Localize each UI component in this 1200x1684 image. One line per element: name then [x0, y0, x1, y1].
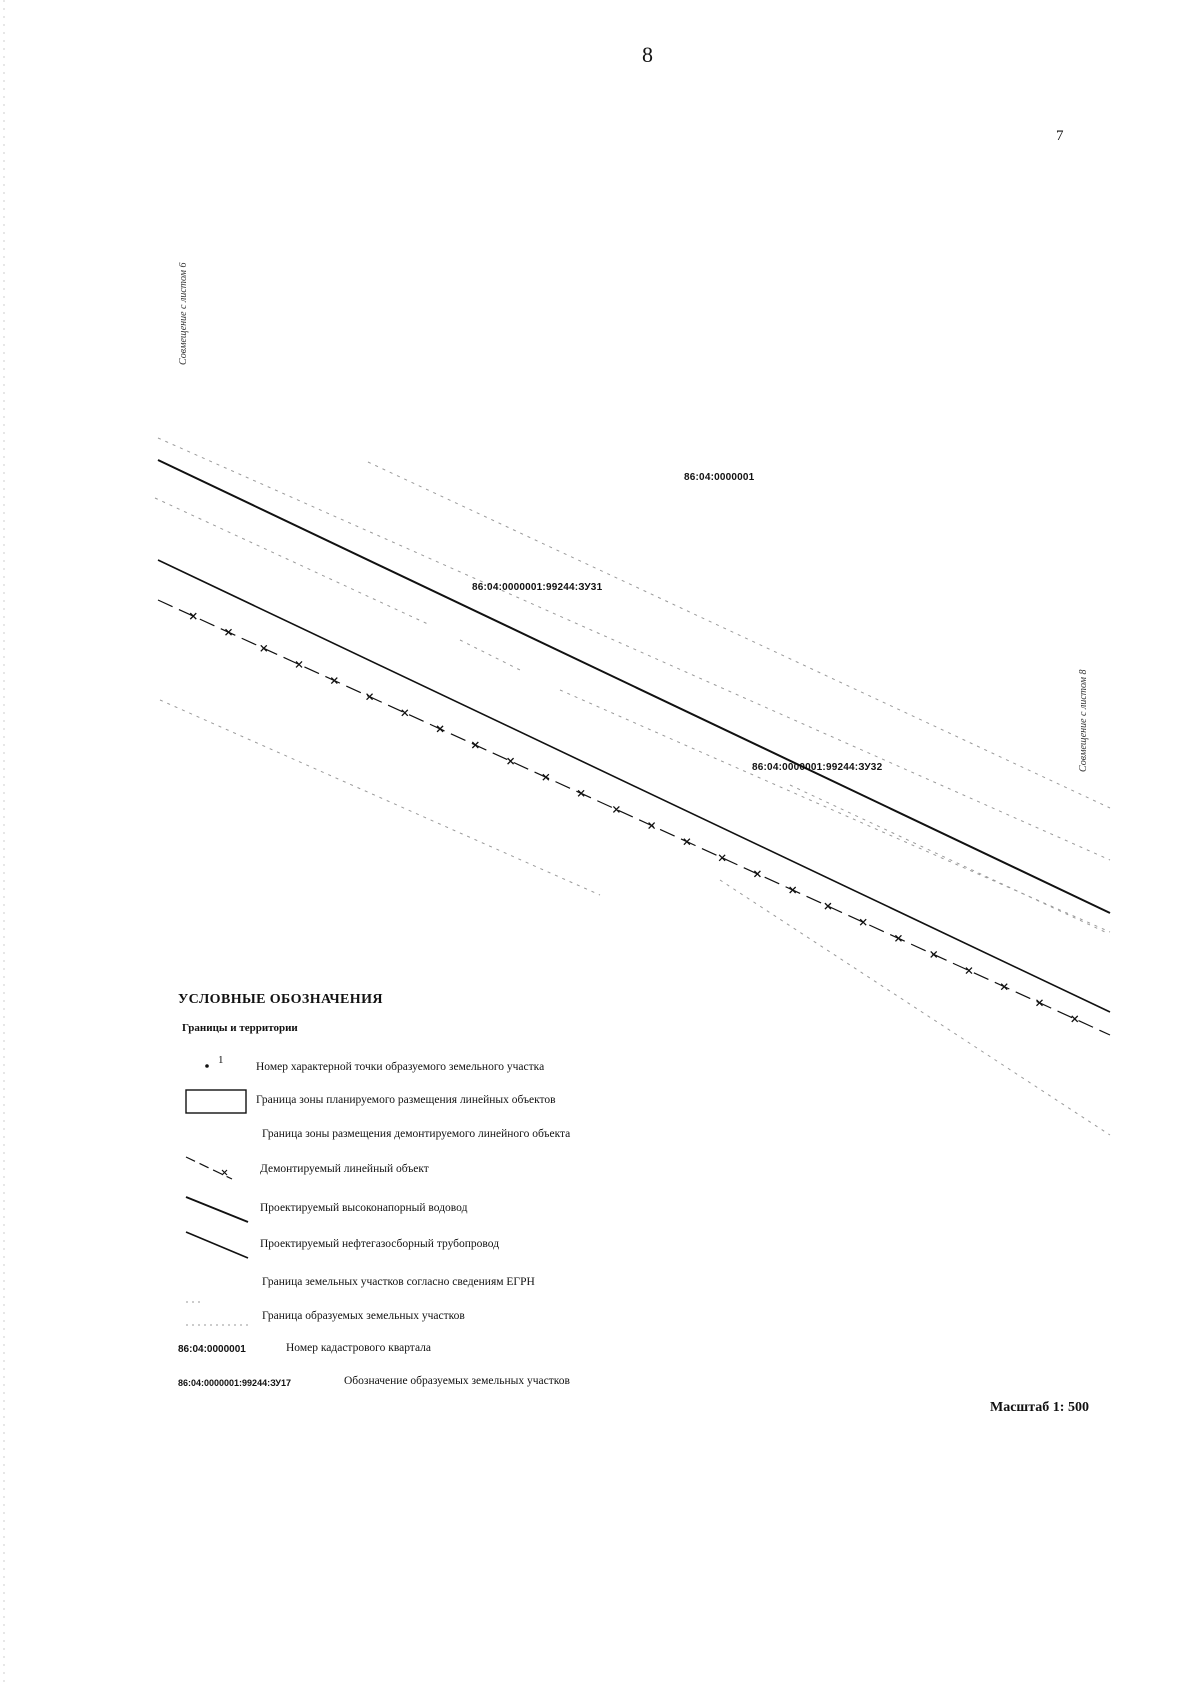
cross-mark [966, 968, 972, 974]
legend-water-line-symbol [186, 1197, 248, 1222]
cross-mark [895, 935, 901, 941]
legend-x-line-symbol [186, 1157, 232, 1179]
cross-mark [437, 726, 443, 732]
cross-mark [543, 774, 549, 780]
demolished-object-line [158, 600, 1110, 1035]
cross-mark [931, 951, 937, 957]
legend-item-oil: Проектируемый нефтегазосборный трубопровод [260, 1238, 500, 1250]
cross-mark [684, 839, 690, 845]
cross-mark [472, 742, 478, 748]
legend-x-mark [222, 1170, 227, 1175]
legend-code-parcel: 86:04:0000001:99244:ЗУ17 [178, 1378, 291, 1388]
legend-point-number: 1 [218, 1054, 224, 1066]
cross-mark [296, 661, 302, 667]
cross-mark [1001, 984, 1007, 990]
legend-item-quarter: Номер кадастрового квартала [286, 1342, 432, 1354]
cross-mark [367, 694, 373, 700]
legend-symbols [186, 1064, 250, 1325]
legend-rect-symbol [186, 1090, 246, 1113]
oil-gas-pipeline-line [158, 560, 1110, 1012]
cross-mark [649, 823, 655, 829]
egrn-boundaries [155, 438, 1110, 1135]
legend-item-egrn: Граница земельных участков согласно сведениям ЕГРН [262, 1276, 535, 1288]
parcel-label-zu32: 86:04:0000001:99244:ЗУ32 [752, 762, 883, 773]
legend-item-point: Номер характерной точки образуемого земельного участка [256, 1061, 545, 1073]
sheet-number: 7 [1056, 128, 1064, 144]
legend-item-formed: Граница образуемых земельных участков [262, 1310, 465, 1322]
legend-oil-line-symbol [186, 1232, 248, 1258]
legend-item-parcel: Обозначение образуемых земельных участков [344, 1375, 570, 1387]
cross-mark [1036, 1000, 1042, 1006]
match-label-right: Совмещение с листом 8 [1078, 669, 1089, 772]
cross-mark [719, 855, 725, 861]
legend-item-demolish-zone: Граница зоны размещения демонтируемого линейного объекта [262, 1128, 571, 1140]
cadastral-quarter-label: 86:04:0000001 [684, 472, 755, 483]
demolished-object-crosses [190, 613, 1077, 1022]
legend-title: УСЛОВНЫЕ ОБОЗНАЧЕНИЯ [178, 992, 383, 1007]
cross-mark [578, 790, 584, 796]
legend-item-demolished: Демонтируемый линейный объект [260, 1163, 429, 1175]
cross-mark [508, 758, 514, 764]
parcel-label-zu31: 86:04:0000001:99244:ЗУ31 [472, 582, 603, 593]
legend-subtitle: Границы и территории [182, 1022, 298, 1034]
cross-mark [331, 678, 337, 684]
legend-code-quarter: 86:04:0000001 [178, 1344, 246, 1355]
cross-mark [1072, 1016, 1078, 1022]
cross-mark [261, 645, 267, 651]
legend-item-water: Проектируемый высоконапорный водовод [260, 1202, 468, 1214]
water-pipeline-line [158, 460, 1110, 913]
cross-mark [226, 629, 232, 635]
legend-point-symbol [205, 1064, 209, 1068]
cross-mark [860, 919, 866, 925]
map-scale: Масштаб 1: 500 [990, 1400, 1089, 1415]
cross-mark [790, 887, 796, 893]
cross-mark [754, 871, 760, 877]
cross-mark [402, 710, 408, 716]
cross-mark [190, 613, 196, 619]
page-number: 8 [642, 42, 653, 67]
legend-item-zone: Граница зоны планируемого размещения линейных объектов [256, 1094, 556, 1106]
cross-mark [613, 806, 619, 812]
match-label-left: Совмещение с листом 6 [178, 262, 189, 365]
cross-mark [825, 903, 831, 909]
